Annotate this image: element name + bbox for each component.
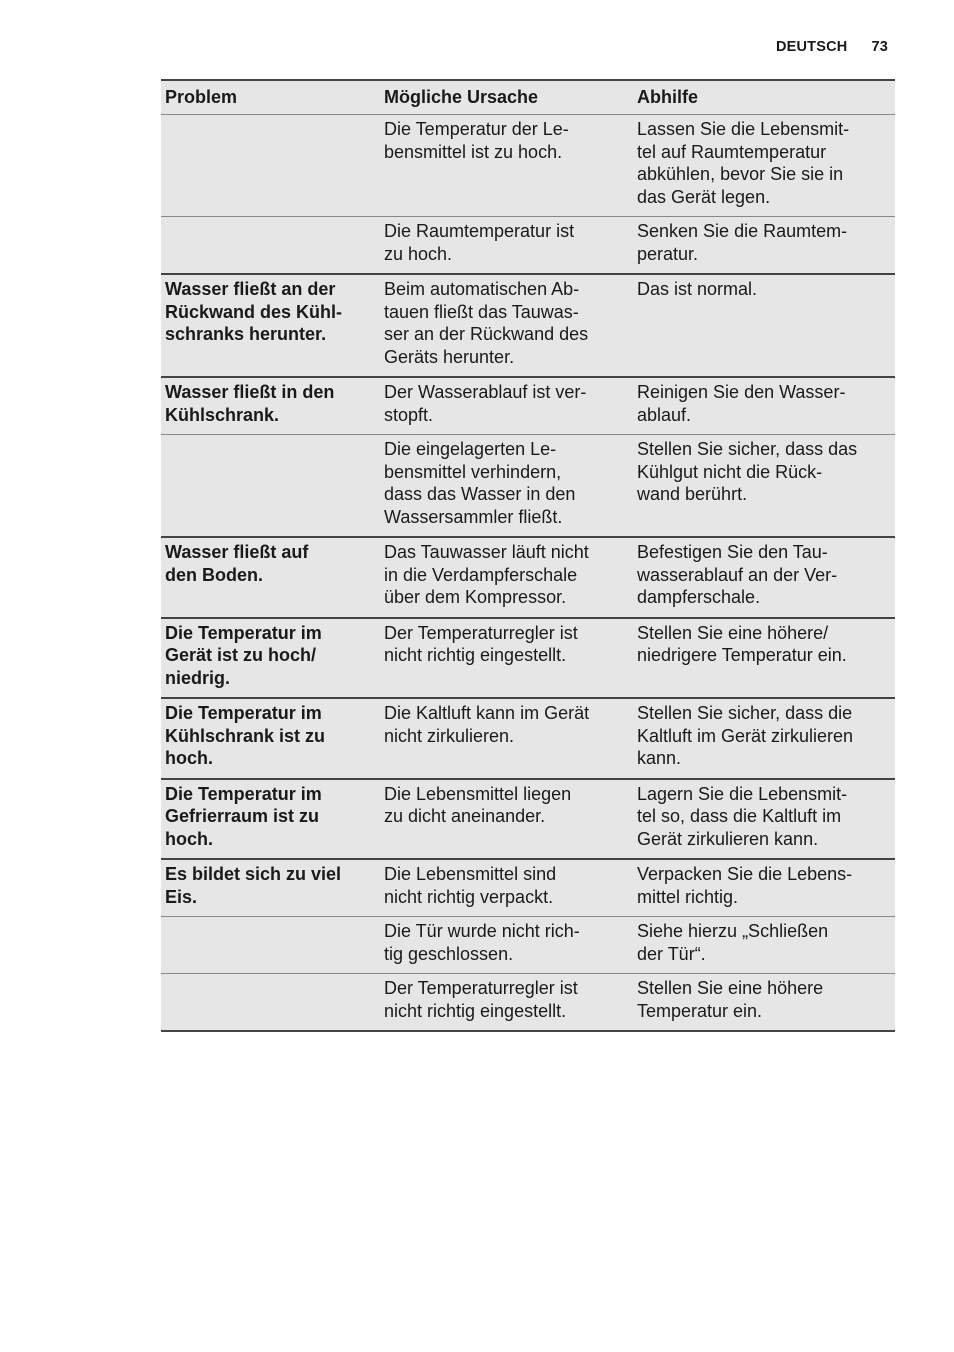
problem-cell — [161, 435, 380, 538]
problem-cell — [161, 917, 380, 974]
problem-cell: Die Temperatur im Gefrierraum ist zu hoch. — [161, 779, 380, 860]
problem-cell — [161, 974, 380, 1032]
cause-cell: Beim automatischen Ab- tauen fließt das Tauwas- ser an der Rückwand des Geräts herunter. — [380, 274, 633, 377]
cause-cell: Die eingelagerten Le- bensmittel verhindern, dass das Wasser in den Wassersammler fließt. — [380, 435, 633, 538]
remedy-cell: Reinigen Sie den Wasser- ablauf. — [633, 377, 895, 435]
troubleshooting-table — [161, 79, 895, 1032]
cause-cell: Die Kaltluft kann im Gerät nicht zirkulieren. — [380, 698, 633, 779]
cause-cell: Die Lebensmittel sind nicht richtig verpackt. — [380, 859, 633, 917]
cause-cell: Der Wasserablauf ist ver- stopft. — [380, 377, 633, 435]
cause-cell: Das Tauwasser läuft nicht in die Verdampferschale über dem Kompressor. — [380, 537, 633, 618]
problem-cell: Die Temperatur im Kühlschrank ist zu hoch. — [161, 698, 380, 779]
cause-cell: Der Temperaturregler ist nicht richtig eingestellt. — [380, 974, 633, 1032]
table-row — [161, 377, 895, 435]
column-header-problem: Problem — [161, 80, 380, 115]
cause-cell: Die Temperatur der Le- bensmittel ist zu hoch. — [380, 115, 633, 217]
remedy-cell: Das ist normal. — [633, 274, 895, 377]
section-label: DEUTSCH — [775, 39, 848, 55]
remedy-cell: Lagern Sie die Lebensmit- tel so, dass die Kaltluft im Gerät zirkulieren kann. — [633, 779, 895, 860]
remedy-cell: Lassen Sie die Lebensmit- tel auf Raumtemperatur abkühlen, bevor Sie sie in das Gerät legen. — [633, 115, 895, 217]
remedy-cell: Siehe hierzu „Schließen der Tür“. — [633, 917, 895, 974]
cause-cell: Die Lebensmittel liegen zu dicht aneinander. — [380, 779, 633, 860]
cause-cell: Die Raumtemperatur ist zu hoch. — [380, 217, 633, 275]
problem-cell: Wasser fließt auf den Boden. — [161, 537, 380, 618]
table-row — [161, 618, 895, 699]
remedy-cell: Senken Sie die Raumtem- peratur. — [633, 217, 895, 275]
column-header-cause: Mögliche Ursache — [380, 80, 633, 115]
page-header — [776, 39, 888, 55]
table-row — [161, 779, 895, 860]
table-row — [161, 435, 895, 538]
remedy-cell: Stellen Sie eine höhere Temperatur ein. — [633, 974, 895, 1032]
cause-cell: Der Temperaturregler ist nicht richtig eingestellt. — [380, 618, 633, 699]
table-row — [161, 537, 895, 618]
table-row — [161, 698, 895, 779]
table-row — [161, 115, 895, 217]
problem-cell: Wasser fließt in den Kühlschrank. — [161, 377, 380, 435]
problem-cell — [161, 217, 380, 275]
remedy-cell: Stellen Sie sicher, dass das Kühlgut nicht die Rück- wand berührt. — [633, 435, 895, 538]
problem-cell: Es bildet sich zu viel Eis. — [161, 859, 380, 917]
remedy-cell: Befestigen Sie den Tau- wasserablauf an der Ver- dampferschale. — [633, 537, 895, 618]
table-row — [161, 274, 895, 377]
remedy-cell: Verpacken Sie die Lebens- mittel richtig. — [633, 859, 895, 917]
column-header-remedy: Abhilfe — [633, 80, 895, 115]
table-header-row — [161, 80, 895, 115]
table-row — [161, 859, 895, 917]
remedy-cell: Stellen Sie sicher, dass die Kaltluft im Gerät zirkulieren kann. — [633, 698, 895, 779]
problem-cell — [161, 115, 380, 217]
page-number: 73 — [871, 39, 888, 55]
table-row — [161, 974, 895, 1032]
problem-cell: Wasser fließt an der Rückwand des Kühl- schranks herunter. — [161, 274, 380, 377]
problem-cell: Die Temperatur im Gerät ist zu hoch/ niedrig. — [161, 618, 380, 699]
remedy-cell: Stellen Sie eine höhere/ niedrigere Temperatur ein. — [633, 618, 895, 699]
table-row — [161, 217, 895, 275]
cause-cell: Die Tür wurde nicht rich- tig geschlossen. — [380, 917, 633, 974]
table-row — [161, 917, 895, 974]
